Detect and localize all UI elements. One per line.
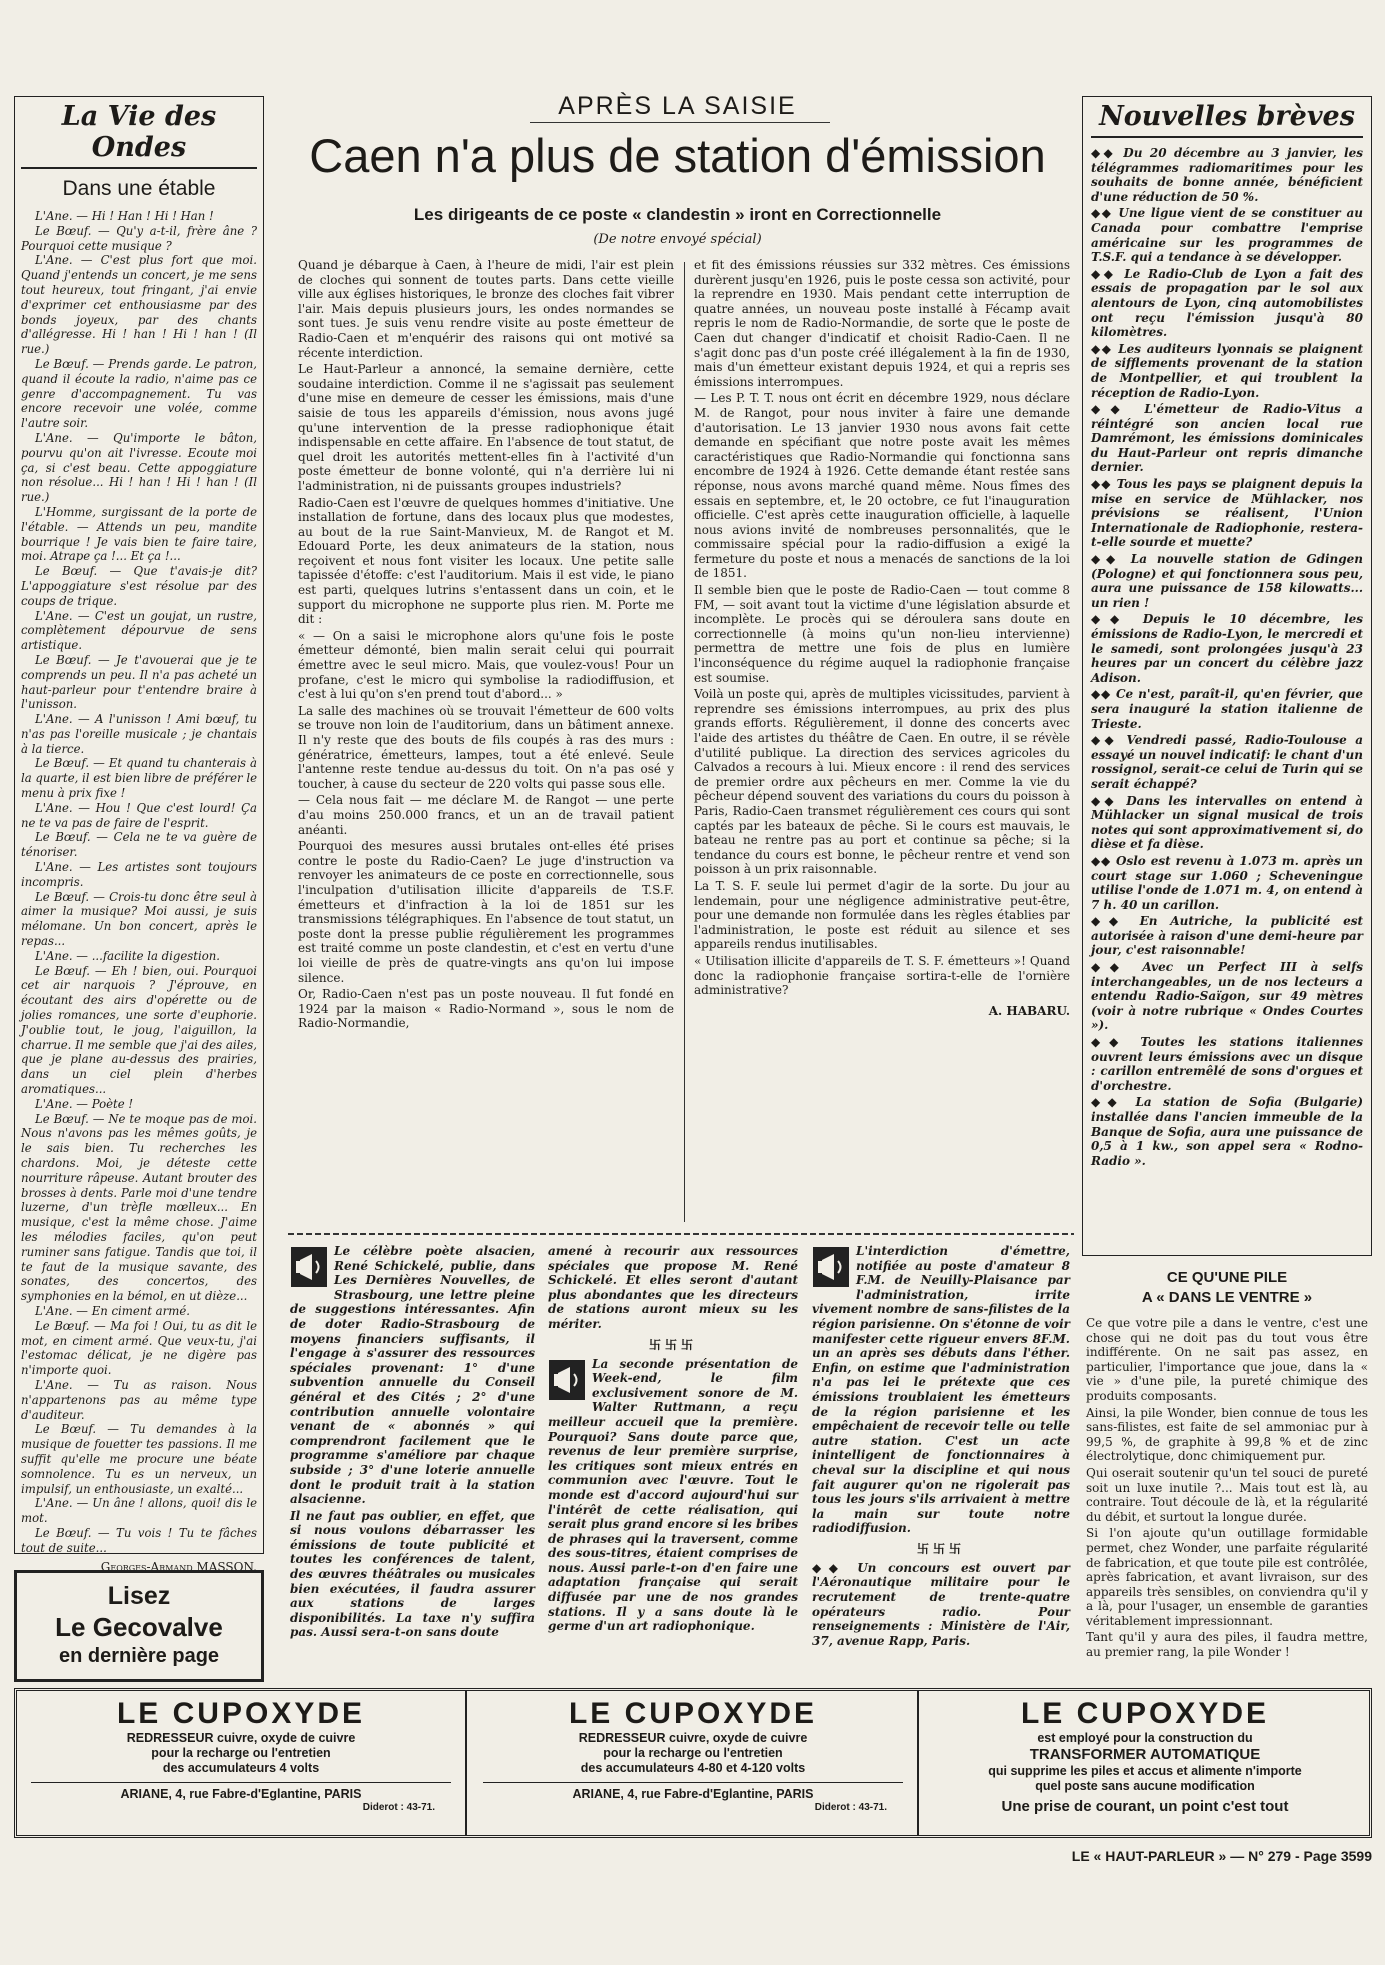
page-footer: LE « HAUT-PARLEUR » — N° 279 - Page 3599 xyxy=(1071,1848,1372,1864)
left-column xyxy=(14,96,264,1574)
dialogue-line: L'Ane. — Hou ! Que c'est lourd! Ça ne te va pas de faire de l'esprit. xyxy=(21,800,257,830)
left-column-subtitle: Dans une étable xyxy=(62,177,216,200)
gecovalve-ad-line1: Lisez xyxy=(107,1582,171,1610)
pile-paragraph: Ainsi, la pile Wonder, bien connue de tous les sans-filistes, est faite de sel ammoniac pur à 99,5 %, de graphite à 99,8 % et de zinc électrolytique, donc chimiquement pur. xyxy=(1086,1405,1368,1464)
gecovalve-ad-line2: Le Gecovalve xyxy=(55,1612,223,1642)
dialogue-line: Le Bœuf. — Ma foi ! Oui, tu as dit le mot, en ciment armé. Que veux-tu, j'ai l'estomac délicat, je ne digère pas n'importe quoi. xyxy=(21,1318,257,1378)
dialogue-line: L'Ane. — Hi ! Han ! Hi ! Han ! xyxy=(35,209,214,223)
ad-line: REDRESSEUR cuivre, oxyde de cuivre xyxy=(578,1731,808,1745)
ad-line: REDRESSEUR cuivre, oxyde de cuivre xyxy=(126,1731,356,1745)
pile-paragraph: Ce que votre pile a dans le ventre, c'est une chose qui ne doit pas du tout vous être indifférente. On ne sait pas assez, en particulier, l'importance que joue, dans la « vie » d'une pile, la pureté chimique des produits composants. xyxy=(1086,1316,1368,1403)
brief-item: ◆◆ Avec un Perfect III à selfs interchangeables, un de nos lecteurs a entendu Radio-Saïgon, sur 49 mètres (voir à notre rubrique « Ondes Courtes »). xyxy=(1091,960,1363,1033)
article-paragraph: et fit des émissions réussies sur 332 mètres. Ces émissions durèrent jusqu'en 1926, puis le poste cessa son activité, pour la reprendre en 1930. Mais pendant cette interruption de quatre années, un nouveau poste installé à Fécamp avait repris le nom de Radio-Normandie, de sorte que le poste de Caen dut changer d'indicatif et choisit Radio-Caen. Il ne s'agit donc pas d'un poste créé illégalement à la fin de 1930, mais d'un émetteur existant depuis 1924, et qui a repris ses émissions interrompues. xyxy=(694,258,1070,389)
article-paragraph: Radio-Caen est l'œuvre de quelques hommes d'initiative. Une installation de fortune, dans des locaux plus que modestes, au bout de la rue Saint-Manvieux, M. de Rangot et M. Edouard Porte, les deux animateurs de la station, nous reçoivent et nous font visiter les locaux. Une petite salle tapissée d'étoffe: c'est l'auditorium. Mais il est vide, le piano est parti, quelques lutrins s'entassent dans un coin, et le support du microphone ne supporte plus rien. M. Porte me dit : xyxy=(298,495,674,627)
ad-rule xyxy=(483,1782,903,1783)
ad-slogan: Une prise de courant, un point c'est tout xyxy=(1001,1798,1289,1815)
brief-item: ◆◆ Le Radio-Club de Lyon a fait des essais de propagation par le sol aux alentours de Lyon, cinq automobilistes ont reçu l'émission jusqu'à 80 kilomètres. xyxy=(1091,266,1363,340)
note-paragraph: Il ne faut pas oublier, en effet, que si nous voulons débarrasser les émissions de toute publicité et toutes les conférences de talent, des œuvres théâtrales ou musicales bien exécutées, il faudra assurer aux stations de larges disponibilités. La taxe n'y suffira pas. Aussi sera-t-on sans doute xyxy=(290,1508,535,1640)
brief-item: ◆◆ L'émetteur de Radio-Vitus a réintégré son ancien local rue Damrémont, les émissions dominicales du Haut-Parleur ont repris dimanche dernier. xyxy=(1091,402,1363,475)
article-kicker: APRÈS LA SAISIE xyxy=(558,92,797,120)
cupoxyde-ads xyxy=(14,1688,1372,1838)
dialogue-line: L'Homme, surgissant de la porte de l'étable. — Attends un peu, mandite bourrique ! Je vais bien te faire taire, moi. Atrape ça !... Et ça !... xyxy=(21,504,257,564)
article-paragraph: — Cela nous fait — me déclare M. de Rangot — une perte d'au moins 250.000 francs, et un an de travail patient anéanti. xyxy=(298,793,674,837)
ad-phone: Diderot : 43-71. xyxy=(814,1802,887,1813)
pile-paragraph: Tant qu'il y aura des piles, il faudra mettre, au premier rang, la pile Wonder ! xyxy=(1086,1630,1368,1660)
note-ruttmann: La seconde présentation de Week-end, le film exclusivement sonore de M. Walter Ruttmann, a reçu meilleur accueil que la première. Pourquoi? Sans doute parce que, revenus de leur première surprise, les critiques sont mieux entrés en communion avec l'œuvre. Tout le monde est d'accord aujourd'hui sur l'intérêt de cette réalisation, qui serait plus grand encore si les bribes de phrases qui la traversent, comme des sous-titres, étaient comprises de nous. Aussi parle-t-on d'en faire une adaptation française qui serait diffusée par une de nos grandes stations. Il y a sans doute là le germe d'un art radiophonique. xyxy=(548,1356,798,1634)
notes-column-1-body xyxy=(290,1244,535,1640)
dialogue-line: L'Ane. — A l'unisson ! Ami bœuf, tu n'as pas l'oreille musicale ; je chantais à la tierce. xyxy=(21,712,257,756)
briefs-list xyxy=(1091,146,1363,1168)
ad-address: ARIANE, 4, rue Fabre-d'Eglantine, PARIS xyxy=(572,1787,814,1801)
ad-line: quel poste sans aucune modification xyxy=(1035,1779,1255,1793)
ad-line: qui supprime les piles et accus et alimente n'importe xyxy=(988,1764,1302,1778)
dialogue-line: L'Ane. — Un âne ! allons, quoi! dis le mot. xyxy=(21,1496,257,1526)
article-column-2 xyxy=(694,258,1070,1223)
gecovalve-ad-line3: en dernière page xyxy=(58,1645,220,1667)
gecovalve-ad xyxy=(14,1570,264,1682)
ad-line: pour la recharge ou l'entretien xyxy=(603,1746,783,1760)
article-column-1 xyxy=(298,258,674,1223)
loudspeaker-icon xyxy=(290,1246,328,1288)
brief-item: ◆◆ Les auditeurs lyonnais se plaignent de sifflements provenant de la station de Montpellier, et qui troublent la réception de Radio-Lyon. xyxy=(1091,341,1363,400)
note-paragraph: Le célèbre poète alsacien, René Schickelé, publie, dans Les Dernières Nouvelles, de Strasbourg, une lettre pleine de suggestions intéressantes. Afin de doter Radio-Strasbourg de moyens financiers suffisants, il l'engage à s'assurer des ressources spéciales provenant: 1° d'une subvention annuelle du Conseil général et des Cités ; 2° d'une contribution annuelle volontaire venant de « abonnés » qui comprendront facilement que le programme s'améliore par chaque subside ; 3° d'une loterie annuelle dont le produit trait à la station alsacienne. xyxy=(290,1244,535,1507)
cupoxyde-ad-3 xyxy=(921,1691,1369,1835)
dialogue-line: L'Ane. — C'est plus fort que moi. Quand j'entends un concert, je me sens tout heureux, tout fringant, j'ai envie d'exprimer cet enthousiasme par des bonds joyeux, par des chants d'allégresse. Hi ! han ! Hi ! han ! (Il rue.) xyxy=(21,253,257,357)
cupoxyde-ad-1 xyxy=(17,1691,467,1835)
brief-item: ◆◆ La station de Sofia (Bulgarie) installée dans l'ancien immeuble de la Banque de Sofia, aura une puissance de 0,5 à 1 kw., son appel sera « Rodno-Radio ». xyxy=(1091,1095,1363,1168)
kicker-underline xyxy=(530,122,830,123)
article-paragraph: Il semble bien que le poste de Radio-Caen — tout comme 8 FM, — soit avant tout la victime d'une législation absurde et incomplète. Le procès qui se déroulera sans doute en correctionnelle (à moins qu'un non-lieu intervienne) permettra de mettre une fois de plus en lumière l'inconséquence du régime auquel la radiophonie française est soumise. xyxy=(694,583,1070,685)
dialogue-line: L'Ane. — ...facilite la digestion. xyxy=(35,948,220,963)
note-schickele-continued: amené à recourir aux ressources spéciales que propose M. René Schickelé. Et elles seront d'autant plus abondantes que les directeurs de stations auront mieux su les mériter. xyxy=(548,1244,798,1331)
article-paragraph: Or, Radio-Caen n'est pas un poste nouveau. Il fut fondé en 1924 par la maison « Radio-Normand », sous le nom de Radio-Normandie, xyxy=(298,987,674,1031)
ad-brand: LE CUPOXYDE xyxy=(116,1697,366,1730)
article-paragraph: — Les P. T. T. nous ont écrit en décembre 1929, nous déclare M. de Rangot, pour nous inviter à faire une demande d'autorisation. Le 13 janvier 1930 nous avons fait cette demande en spécifiant que notre poste avait les mêmes caractéristiques que Radio-Normandie qui fonctionna sans encombre de 1924 à 1926. Cette demande étant restée sans réponse, nous avons marché quand même. Nous fîmes des essais en septembre, et, le 20 octobre, ce fut l'inauguration officielle. C'est après cette inauguration officielle, à laquelle nous avions invité de nombreuses personnalités, que le commissaire spécial pour la radio-diffusion a exigé la fermeture du poste et nous a menacés de sanctions de la loi de 1851. xyxy=(694,391,1070,581)
article-headline: Caen n'a plus de station d'émission xyxy=(309,129,1046,182)
dialogue-line: Le Bœuf. — Qu'y a-t-il, frère âne ? Pourquoi cette musique ? xyxy=(21,223,257,253)
dialogue-line: L'Ane. — C'est un goujat, un rustre, complètement dépourvue de sens artistique. xyxy=(21,608,257,653)
brief-item: ◆◆ Une ligue vient de se constituer au Canada pour combattre l'emprise américaine sur les programmes de T.S.F. qui a tendance à se développer. xyxy=(1091,206,1363,265)
article-paragraph: « — On a saisi le microphone alors qu'une fois le poste émetteur démonté, bien malin serait celui qui pourrait émettre avec le seul micro. Mais, que voulez-vous! Pour un profane, c'est le micro qui symbolise la radiodiffusion, et c'est à lui qu'on s'en prend tout d'abord... » xyxy=(298,628,674,702)
ad-line: pour la recharge ou l'entretien xyxy=(151,1746,331,1760)
brief-item: ◆◆ En Autriche, la publicité est autorisée à raison d'une demi-heure par jour, c'est raisonnable! xyxy=(1091,914,1363,958)
dialogue-line: L'Ane. — En ciment armé. xyxy=(35,1303,190,1318)
article-deck: Les dirigeants de ce poste « clandestin » iront en Correctionnelle xyxy=(413,205,942,224)
brief-item: ◆◆ Oslo est revenu à 1.073 m. après un court stage sur 1.060 ; Scheveningue utilise l'onde de 1.071 m. 4, on entend à 7 h. 40 un carillon. xyxy=(1091,853,1363,912)
ad-brand: LE CUPOXYDE xyxy=(1020,1697,1270,1730)
note-8fm: L'interdiction d'émettre, notifiée au poste d'amateur 8 F.M. de Neuilly-Plaisance par l'administration, irrite vivement nombre de sans-filistes de la région parisienne. On s'étonne de voir manifester cette rigueur envers 8F.M. un an après ses débuts dans l'éther. Enfin, on estime que l'administration n'a pas lei le prétexte que ces émissions troublaient les émetteurs de la région parisienne et les empêchaient de recevoir telle ou telle autre station. C'est un acte inintelligent de fonctionnaires à cheval sur la discipline et qui nous fait augurer qu'on ne rigolerait pas tous les jours s'ils arrivaient à mettre la main sur toute notre radiodiffusion. xyxy=(812,1244,1070,1536)
cupoxyde-ad-2 xyxy=(469,1691,919,1835)
ad-line: des accumulateurs 4-80 et 4-120 volts xyxy=(580,1761,806,1775)
note-separator: 卐卐卐 xyxy=(916,1541,965,1556)
pile-paragraph: Qui oserait soutenir qu'un tel souci de pureté soit un luxe inutile ?... Mais tout est là, au contraire. Tout découle de là, et la régularité du débit, et surtout la longue durée. xyxy=(1086,1465,1368,1524)
brief-item: ◆◆ La nouvelle station de Gdingen (Pologne) et qui fonctionnera sous peu, aura une puissance de 158 kilowatts... un rien ! xyxy=(1091,552,1363,610)
pile-heading-1: CE QU'UNE PILE xyxy=(1166,1269,1288,1286)
brief-item: ◆◆ Depuis le 10 décembre, les émissions de Radio-Lyon, le mercredi et le samedi, sont prolongées jusqu'à 23 heures par un concert du célèbre jazz Adison. xyxy=(1091,612,1363,685)
ad-line: est employé pour la construction du xyxy=(1037,1731,1253,1745)
notes-column-2 xyxy=(548,1244,798,1684)
notes-column-1 xyxy=(290,1244,535,1684)
article-paragraph: Le Haut-Parleur a annoncé, la semaine dernière, cette soudaine interdiction. Comme il ne s'agissait pas seulement d'une mise en demeure de cesser les émissions, mais d'une saisie de tous les appareils d'émission, nous avons jugé qu'une intervention de la presse radiophonique était indispensable en cette affaire. En l'absence de tout statut, de quel droit les autorités mettent-elles fin à l'activité d'un poste émetteur de bonne volonté, qui n'a derrière lui ni l'administration, ni de puissants groupes industriels? xyxy=(298,362,674,493)
dialogue-line: Le Bœuf. — Tu vois ! Tu te fâches tout de suite... xyxy=(21,1525,257,1555)
article-byline: (De notre envoyé spécial) xyxy=(593,232,762,247)
article-paragraph: Voilà un poste qui, après de multiples vicissitudes, parvient à reprendre ses émissions interrompues, au prix des plus grands efforts. Régulièrement, il donne des concerts avec l'aide des artistes du théâtre de Caen. En outre, il se révèle d'utilité publique. La direction des services agricoles du Calvados a recours à lui. Mieux encore : il rend des services de premier ordre aux pêcheurs en mer. Comme la vie du pêcheur dépend souvent des variations du cours du poisson à Paris, Radio-Caen transmet régulièrement ces cours qui sont captés par les bateaux de pêche. Si le cours est mauvais, le bateau ne rentre pas au port et continue sa pêche; si la tendance du cours est bonne, le pêcheur rentre et vend son poisson à un prix raisonnable. xyxy=(694,687,1070,877)
right-column xyxy=(1082,96,1372,1256)
article-paragraph: « Utilisation illicite d'appareils de T. S. F. émetteurs »! Quand donc la radiophonie française sortira-t-elle de l'ornière administrative? xyxy=(694,953,1070,998)
ad-phone: Diderot : 43-71. xyxy=(362,1802,435,1813)
brief-item: ◆◆ Tous les pays se plaignent depuis la mise en service de Mühlacker, nos prévisions se réalisent, l'Union Internationale de Radiophonie, restera-t-elle sourde et muette? xyxy=(1091,477,1363,550)
brief-item: ◆◆ Du 20 décembre au 3 janvier, les télégrammes radiomaritimes pour les souhaits de bonne année, bénéficient d'une réduction de 50 %. xyxy=(1091,146,1363,204)
dialogue xyxy=(21,209,257,1556)
dialogue-line: Le Bœuf. — Que t'avais-je dit? L'appoggiature s'est résolue par des coups de trique. xyxy=(21,564,257,608)
brief-item: ◆◆ Dans les intervalles on entend à Mühlacker un signal musical de trois notes qui sont approximativement si, do dièse et fa dièse. xyxy=(1091,793,1363,852)
notes-column-3 xyxy=(812,1244,1070,1684)
dialogue-line: Le Bœuf. — Cela ne te va guère de ténoriser. xyxy=(21,830,257,860)
article-paragraph: Quand je débarque à Caen, à l'heure de midi, l'air est plein de cloches qui sonnent de toutes parts. Dans cette vieille ville aux églises historiques, le bronze des cloches fait vibrer l'air. Mais depuis plusieurs jours, les ondes normandes se sont tues. Je suis venu rendre visite au poste émetteur de Radio-Caen et m'enquérir des raisons qui ont motivé sa récente interdiction. xyxy=(298,258,674,360)
right-column-heading: Nouvelles brèves xyxy=(1091,101,1363,138)
dialogue-line: Le Bœuf. — Et quand tu chanterais à la quarte, il est bien libre de préférer le menu à prix fixe ! xyxy=(21,756,257,801)
dialogue-line: Le Bœuf. — Tu demandes à la musique de fouetter tes passions. Il me suffit qu'elle me procure une béate somnolence. Tu es un nerveux, un impulsif, un enthousiaste, un exalté... xyxy=(21,1422,257,1496)
ad-rule xyxy=(31,1782,451,1783)
dialogue-line: Le Bœuf. — Je t'avouerai que je te comprends un peu. Il n'a pas acheté un haut-parleur pour t'entendre braire à l'unisson. xyxy=(21,652,257,712)
left-column-signature: Georges-Armand MASSON. xyxy=(100,1559,257,1574)
note-separator: 卐卐卐 xyxy=(648,1337,697,1352)
dialogue-line: Le Bœuf. — Ne te moque pas de moi. Nous n'avons pas les mêmes goûts, je le sais bien. Tu recherches les chardons. Moi, je déteste cette nourriture râpeuse. Autant brouter des brosses à dents. Parle moi d'une tendre luzerne, d'un trèfle mœlleux... En musique, c'est la même chose. J'aime les mélodies faciles, qu'on peut ruminer sans fatigue. Tandis que toi, il te faut de la musique savante, des sonates, des concertos, des symphonies en la bémol, en ut dièze... xyxy=(21,1111,257,1304)
ad-line: des accumulateurs 4 volts xyxy=(162,1761,320,1775)
loudspeaker-icon xyxy=(812,1246,850,1288)
dialogue-line: L'Ane. — Qu'importe le bâton, pourvu qu'on ait l'ivresse. Ecoute moi ça, si c'est beau. Cette appoggiature non résolue... Hi ! han ! Hi ! han ! (Il rue.) xyxy=(21,430,257,505)
pile-article xyxy=(1082,1268,1372,1688)
dialogue-line: L'Ane. — Tu as raison. Nous n'appartenons pas au même type d'auditeur. xyxy=(21,1377,257,1422)
ad-brand: LE CUPOXYDE xyxy=(568,1697,818,1730)
brief-item: ◆◆ Toutes les stations italiennes ouvrent leurs émissions avec un disque : carillon entremêlé de sons d'orgues et d'orchestre. xyxy=(1091,1035,1363,1093)
section-divider xyxy=(288,1233,1074,1235)
column-rule xyxy=(684,262,685,1222)
article-signature: A. HABARU. xyxy=(988,1003,1070,1018)
dialogue-line: Le Bœuf. — Crois-tu donc être seul à aimer la musique? Moi aussi, je suis mélomane. Un bon concert, après le repas... xyxy=(21,889,257,949)
pile-paragraph: Si l'on ajoute qu'un outillage formidable permet, chez Wonder, une parfaite régularité de fabrication, et que toute pile est contrôlée, après fabrication, et avant livraison, sur des appareils très sensibles, on conviendra qu'il y a là, pour l'usager, un ensemble de garanties véritablement impressionnant. xyxy=(1086,1526,1368,1628)
dialogue-line: L'Ane. — Les artistes sont toujours incompris. xyxy=(21,860,257,889)
note-concours: ◆◆ Un concours est ouvert par l'Aéronautique militaire pour le recrutement de trente-quatre opérateurs radio. Pour renseignements : Ministère de l'Air, 37, avenue Rapp, Paris. xyxy=(812,1560,1070,1648)
article-column-2-body xyxy=(694,258,1070,998)
loudspeaker-icon xyxy=(548,1359,586,1401)
pile-body xyxy=(1086,1316,1368,1660)
pile-heading-2: A « DANS LE VENTRE » xyxy=(1141,1289,1313,1306)
brief-item: ◆◆ Vendredi passé, Radio-Toulouse a essayé un nouvel indicatif: le chant d'un rossignol, serait-ce celui de Turin qui se serait échappé? xyxy=(1091,733,1363,791)
ad-address: ARIANE, 4, rue Fabre-d'Eglantine, PARIS xyxy=(120,1787,362,1801)
article-paragraph: La salle des machines où se trouvait l'émetteur de 600 volts se trouve non loin de l'auditorium, dans un bâtiment annexe. Il n'y reste que des bouts de fils coupés à ras des murs : génératrice, émetteurs, lampes, tout a été enlevé. Seule l'antenne reste tendue au-dessus du toit. On n'a pas osé y toucher, à cause du secteur de 220 volts qui passe sous elle. xyxy=(298,703,674,791)
ad-line: TRANSFORMER AUTOMATIQUE xyxy=(1029,1746,1261,1763)
dialogue-line: Le Bœuf. — Prends garde. Le patron, quand il écoute la radio, n'aime pas ce genre d'accompagnement. Tu vas encore recevoir une volée, comme l'autre soir. xyxy=(21,356,257,431)
dialogue-line: Le Bœuf. — Eh ! bien, oui. Pourquoi cet air narquois ? J'éprouve, en écoutant des airs d'opérette ou de jolies romances, une sorte d'euphorie. J'oublie tout, le joug, l'aiguillon, la charrue. Il me semble que j'ai des ailes, que je plane au-dessus des prairies, dans un ciel plein d'herbes aromatiques... xyxy=(21,963,257,1097)
dialogue-line: L'Ane. — Poète ! xyxy=(35,1096,134,1111)
article-paragraph: Pourquoi des mesures aussi brutales ont-elles été prises contre le poste du Radio-Caen? Le juge d'instruction va renvoyer les animateurs de ce poste en correctionnelle, sous l'inculpation d'utilisation illicite d'appareils de T.S.F. émetteurs et d'infraction à la loi de 1851 sur les transmissions télégraphiques. En l'absence de tout statut, un poste dont la presse publie régulièrement les programmes est traité comme un poste clandestin, et c'est en vertu d'une loi vieille de près de quatre-vingts ans qu'on lui impose silence. xyxy=(298,839,674,985)
article-paragraph: La T. S. F. seule lui permet d'agir de la sorte. Du jour au lendemain, pour une négligence administrative peut-être, pour une demande non formulée dans les règles établies par l'administration, le poste est réduit au silence et ses appareils rendus inutilisables. xyxy=(694,878,1070,952)
brief-item: ◆◆ Ce n'est, paraît-il, qu'en février, que sera inauguré la station italienne de Trieste. xyxy=(1091,687,1363,731)
left-column-heading: La Vie des Ondes xyxy=(21,101,257,169)
